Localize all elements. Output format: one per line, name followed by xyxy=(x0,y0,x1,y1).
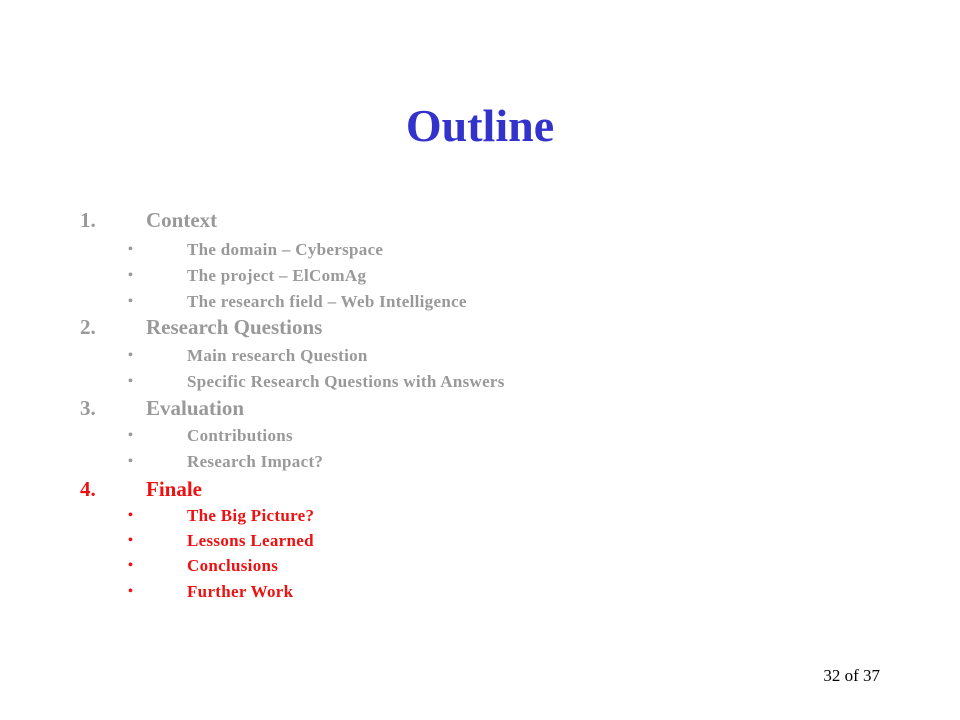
bullet-icon: • xyxy=(128,584,134,599)
section-number: 4. xyxy=(80,477,96,501)
bullet-icon: • xyxy=(128,242,134,257)
section-number: 3. xyxy=(80,396,96,420)
outline-item-label: The Big Picture? xyxy=(187,506,315,525)
bullet-icon: • xyxy=(128,374,134,389)
outline-item-label: Contributions xyxy=(187,426,293,445)
bullet-icon: • xyxy=(128,294,134,309)
outline-item-label: The domain – Cyberspace xyxy=(187,240,384,259)
outline-item-label: The project – ElComAg xyxy=(187,266,367,285)
bullet-icon: • xyxy=(128,428,134,443)
outline-item-label: The research field – Web Intelligence xyxy=(187,292,467,311)
page-number: 32 of 37 xyxy=(823,666,880,685)
bullet-icon: • xyxy=(128,508,134,523)
bullet-icon: • xyxy=(128,268,134,283)
section-label: Evaluation xyxy=(146,396,245,420)
bullet-icon: • xyxy=(128,348,134,363)
outline-item-label: Specific Research Questions with Answers xyxy=(187,372,505,391)
section-label: Context xyxy=(146,208,218,232)
section-number: 1. xyxy=(80,208,96,232)
outline-item-label: Research Impact? xyxy=(187,452,324,471)
outline-item-label: Lessons Learned xyxy=(187,531,314,550)
section-label: Finale xyxy=(146,477,202,501)
outline-item-label: Main research Question xyxy=(187,346,368,365)
outline-item-label: Conclusions xyxy=(187,556,279,575)
slide-title: Outline xyxy=(405,100,555,151)
bullet-icon: • xyxy=(128,454,134,469)
section-label: Research Questions xyxy=(146,315,323,339)
section-number: 2. xyxy=(80,315,96,339)
bullet-icon: • xyxy=(128,533,134,548)
bullet-icon: • xyxy=(128,558,134,573)
outline-item-label: Further Work xyxy=(187,582,294,601)
